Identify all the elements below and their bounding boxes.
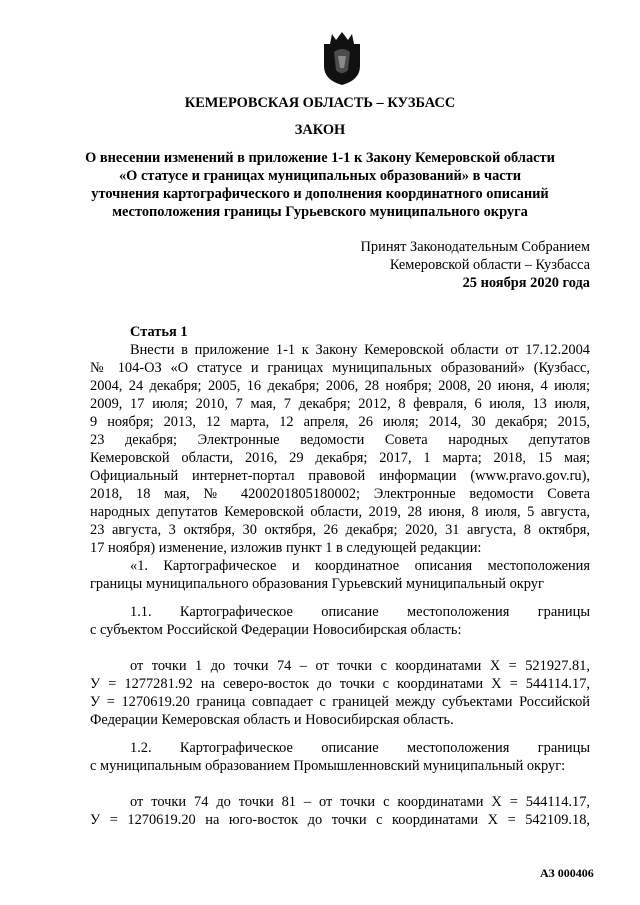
- paragraph-line: У = 1277281.92 на северо-восток до точки с координатами X = 544114.17,: [90, 676, 590, 692]
- point-line: границы муниципального образования Гурьевский муниципальный округ: [90, 576, 544, 592]
- subsection-heading: с муниципальным образованием Промышленновский муниципальный округ:: [90, 758, 566, 774]
- paragraph-line: от точки 1 до точки 74 – от точки с координатами X = 521927.81,: [130, 658, 590, 674]
- article-line: 2009, 17 июля; 2010, 7 мая, 7 декабря; 2012, 8 февраля, 6 июля, 13 июля,: [90, 396, 590, 412]
- article-line: 2018, 18 мая, № 4200201805180002; Электронные ведомости Совета: [90, 486, 590, 502]
- article-line: 2004, 24 декабря; 2005, 16 декабря; 2006, 28 ноября; 2008, 20 июня, 4 июля;: [90, 378, 590, 394]
- point-line: «1. Картографическое и координатное описания местоположения: [130, 558, 590, 574]
- adopted-line: Кемеровской области – Кузбасса: [389, 257, 590, 273]
- paragraph-line: У = 1270619.20 граница совпадает с границей между субъектами Российской: [90, 694, 590, 710]
- article-line: 23 августа, 3 октября, 30 октября, 26 декабря; 2020, 31 августа, 8 октября,: [90, 522, 590, 538]
- adopted-line: Принят Законодательным Собранием: [360, 239, 590, 255]
- paragraph-line: Федерации Кемеровская область и Новосибирская область.: [90, 712, 454, 728]
- article-line: народных депутатов Кемеровской области, 2019, 28 июня, 8 июля, 5 августа,: [90, 504, 590, 520]
- paragraph-line: У = 1270619.20 на юго-восток до точки с координатами X = 542109.18,: [90, 812, 590, 828]
- title-line: местоположения границы Гурьевского муниципального округа: [112, 204, 528, 220]
- article-line: Кемеровской области, 2016, 29 декабря; 2017, 1 марта; 2018, 15 мая;: [90, 450, 590, 466]
- article-heading: Статья 1: [130, 324, 188, 340]
- article-line: 17 ноября) изменение, изложив пункт 1 в следующей редакции:: [90, 540, 482, 556]
- article-line: 23 декабря; Электронные ведомости Совета народных депутатов: [90, 432, 590, 448]
- title-line: «О статусе и границах муниципальных образований» в части: [118, 168, 522, 184]
- adoption-date: 25 ноября 2020 года: [462, 275, 590, 291]
- article-line: № 104-ОЗ «О статусе и границах муниципальных образований» (Кузбасс,: [90, 360, 590, 376]
- article-line: Официальный интернет-портал правовой информации (www.pravo.gov.ru),: [90, 468, 590, 484]
- subsection-heading: 1.1. Картографическое описание местоположения границы: [130, 604, 590, 620]
- serial-stamp: АЗ 000406: [540, 866, 594, 880]
- article-line: Внести в приложение 1-1 к Закону Кемеровской области от 17.12.2004: [130, 342, 590, 358]
- title-line: уточнения картографического и дополнения координатного описаний: [91, 186, 549, 202]
- doc-type-heading: ЗАКОН: [294, 122, 346, 138]
- subsection-heading: 1.2. Картографическое описание местоположения границы: [130, 740, 590, 756]
- paragraph-line: от точки 74 до точки 81 – от точки с координатами X = 544114.17,: [130, 794, 590, 810]
- title-line: О внесении изменений в приложение 1-1 к Закону Кемеровской области: [85, 150, 555, 166]
- coat-of-arms-icon: [318, 30, 366, 86]
- article-line: 9 ноября; 2013, 12 марта, 12 апреля, 26 июля; 2014, 30 декабря; 2015,: [90, 414, 590, 430]
- region-heading: КЕМЕРОВСКАЯ ОБЛАСТЬ – КУЗБАСС: [184, 95, 456, 111]
- subsection-heading: с субъектом Российской Федерации Новосибирская область:: [90, 622, 462, 638]
